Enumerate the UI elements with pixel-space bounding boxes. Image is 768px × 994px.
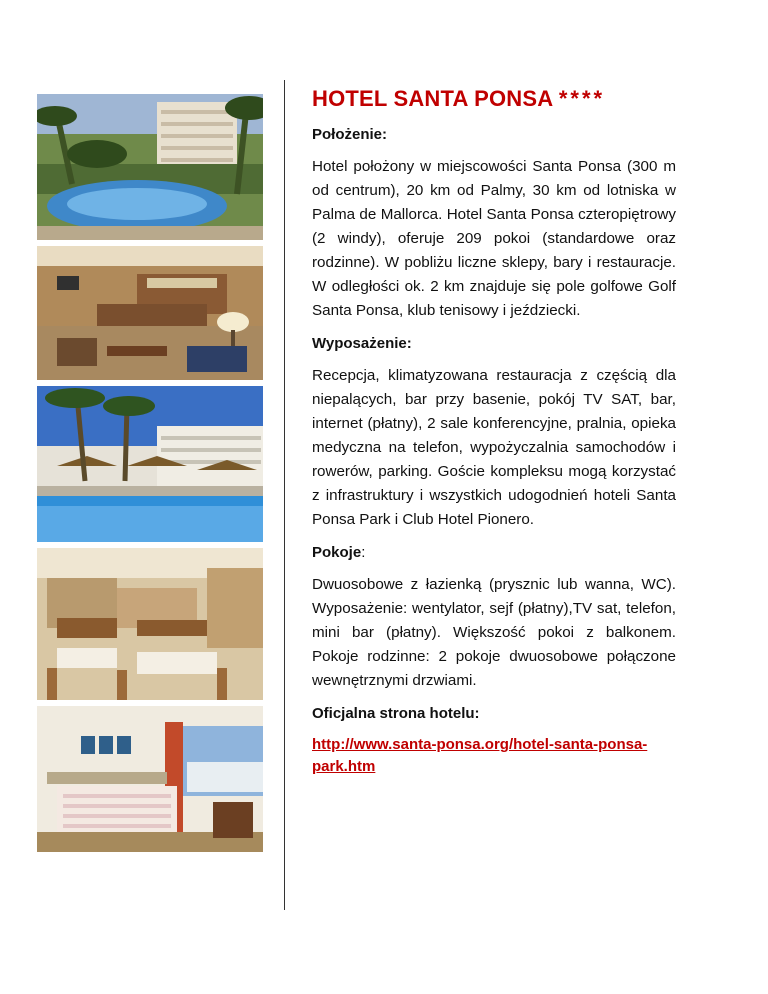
location-text: Hotel położony w miejscowości Santa Ponsa (300 m od centrum), 20 km od Palmy, 30 km od lotniska w Palma de Mallorca. Hotel Santa Ponsa czteropiętrowy (2 windy), oferuje 209 pokoi (standardowe oraz rodzinne). W pobliżu liczne sklepy, bary i restauracje. W odległości ok. 2 km znajduje się pole golfowe Golf Santa Ponsa, klub tenisowy i jeździecki. [312,158,676,319]
website-heading: Oficjalna strona hotelu: [312,705,480,722]
rooms-heading-label: Pokoje [312,544,362,561]
hotel-description [312,86,676,778]
amenities-heading: Wyposażenie: [312,335,412,352]
hotel-name: HOTEL SANTA PONSA [312,86,553,111]
photo-pool-palms [37,386,263,542]
rooms-text: Dwuosobowe z łazienką (prysznic lub wanna, WC). Wyposażenie: wentylator, sejf (płatny),TV sat, telefon, mini bar (płatny). Większość pokoi z balkonem. Pokoje rodzinne: 2 pokoje dwuosobowe połączone wewnętrznymi drzwiami. [312,576,676,689]
rooms-heading-colon: : [361,544,366,561]
website-link[interactable]: http://www.santa-ponsa.org/hotel-santa-ponsa-park.htm [312,736,648,775]
amenities-text: Recepcja, klimatyzowana restauracja z częścią dla niepalących, bar przy basenie, pokój TV SAT, bar, internet (płatny), 2 sale konferencyjne, pralnia, opieka medyczna na telefon, wypożyczalnia samochodów i rowerów, parking. Goście kompleksu mogą korzystać z infrastruktury i wszystkich udogodnień hoteli Santa Ponsa Park i Club Hotel Pionero. [312,367,676,528]
photo-lobby-reception [37,246,263,380]
column-divider [284,80,285,910]
rooms-heading [312,544,676,561]
photo-hotel-room [37,706,263,852]
location-heading: Położenie: [312,126,388,143]
photo-restaurant-buffet [37,548,263,700]
photo-hotel-exterior-pool [37,94,263,240]
photo-column [37,94,263,858]
page-title [312,86,676,112]
hotel-stars: **** [558,86,606,111]
